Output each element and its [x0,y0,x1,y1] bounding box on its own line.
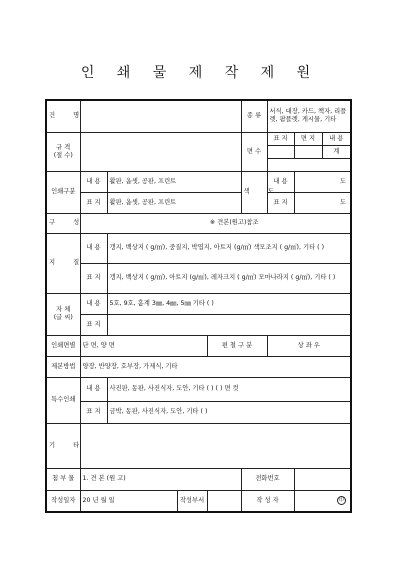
phone-field[interactable] [294,468,351,490]
typeface-cover-label: 표 지 [80,314,107,335]
dept-field[interactable] [207,490,241,512]
typeface-content-options: 5호, 9호, 홑계 3㎜, 4㎜, 5㎜ 기타 ( ) [107,293,351,314]
other-field[interactable] [80,423,351,468]
print-type-content-options: 활판, 옵셋, 공판, 프린트 [107,171,241,192]
composition-note: ※ 견본(원고)참조 [80,213,351,233]
pages-cover-field[interactable] [267,145,294,158]
pages-header-total: 계 [322,145,351,158]
author-field[interactable] [294,490,351,512]
binding-method-label: 제본방법 [46,356,80,377]
typeface-content-label: 내 용 [80,293,107,314]
pages-total-field[interactable] [267,158,351,171]
color-cover-label: 표 지 [267,192,294,213]
typeface-cover-field[interactable] [107,314,351,335]
name-field[interactable] [80,100,241,132]
attachment-value: 1. 견 본 (원 고) [80,468,241,490]
typeface-label: 자 체 (글 씨) [46,293,80,335]
binding-dir-label: 편 철 구 분 [207,335,267,356]
binding-dir-value: 상 좌 우 [267,335,351,356]
name-label: 건 명 [46,100,80,132]
kind-options: 서식, 대장, 카드, 책자, 리플렛, 팜플렛, 게시물, 기타 [267,100,351,132]
print-side-label: 인쇄면별 [46,335,80,356]
paper-cover-options: 갱지, 백상지 ( g/㎡), 아트지 (g/㎡), 레자크지 ( g/㎡) 모마나라지 ( g/㎡), 기타 ( ) [107,263,351,293]
binding-method-options: 양장, 반양장, 호부장, 가제식, 기타 [80,356,351,377]
color-label: 색 도 [241,171,267,213]
special-content-options [107,377,351,401]
paper-content-options: 갱지, 백상지 ( g/㎡), 중질지, 박엽지, 아트지 (g/㎡) 색모조지 ( g/㎡), 기타 ( ) [107,233,351,263]
color-content-label: 내 용 [267,171,294,192]
phone-label: 전화번호 [241,468,294,490]
special-content-suffix: 면 컷 [224,385,239,392]
spec-field[interactable] [80,132,241,171]
color-content-unit: 도 [294,171,351,192]
date-value: 20 년 월 일 [80,490,177,512]
kind-label: 종 류 [241,100,267,132]
other-label: 기 타 [46,423,80,468]
pages-header-content: 내 용 [322,132,351,145]
print-type-cover-options: 활판, 옵셋, 공판, 프린트 [107,192,241,213]
print-side-value: 단 면, 양 면 [80,335,207,356]
pages-label: 면 수 [241,132,267,171]
date-label: 작성일자 [46,490,80,512]
special-cover-label: 표 지 [80,401,107,423]
special-print-label: 특수인쇄 [46,377,80,423]
pages-header-cover: 표 지 [267,132,294,145]
pages-endpaper-field[interactable] [294,145,322,158]
special-cover-options: 금박, 동판, 사진식자, 도안, 기타 ( ) [107,401,351,423]
spec-label: 규 격 (절 수) [46,132,80,171]
special-content-text: 사진판, 동판, 사진식자, 도안, 기타 ( ) ( ) [109,385,223,392]
page-title: 인 쇄 물 제 작 제 원 [80,65,320,81]
paper-cover-label: 표 지 [80,263,107,293]
attachment-label: 첨 부 물 [46,468,80,490]
author-label: 작 성 자 [241,490,294,512]
special-content-label: 내 용 [80,377,107,401]
pages-header-endpaper: 면 지 [294,132,322,145]
paper-content-label: 내 용 [80,233,107,263]
paper-label: 지 질 [46,233,80,293]
production-spec-form [45,99,352,513]
color-cover-unit: 도 [294,192,351,213]
composition-label: 구 성 [46,213,80,233]
dept-label: 작성부서 [177,490,207,512]
seal-stamp: 印 [338,497,344,503]
print-type-content-label: 내 용 [80,171,107,192]
print-type-label: 인쇄구분 [46,171,80,213]
print-type-cover-label: 표 지 [80,192,107,213]
